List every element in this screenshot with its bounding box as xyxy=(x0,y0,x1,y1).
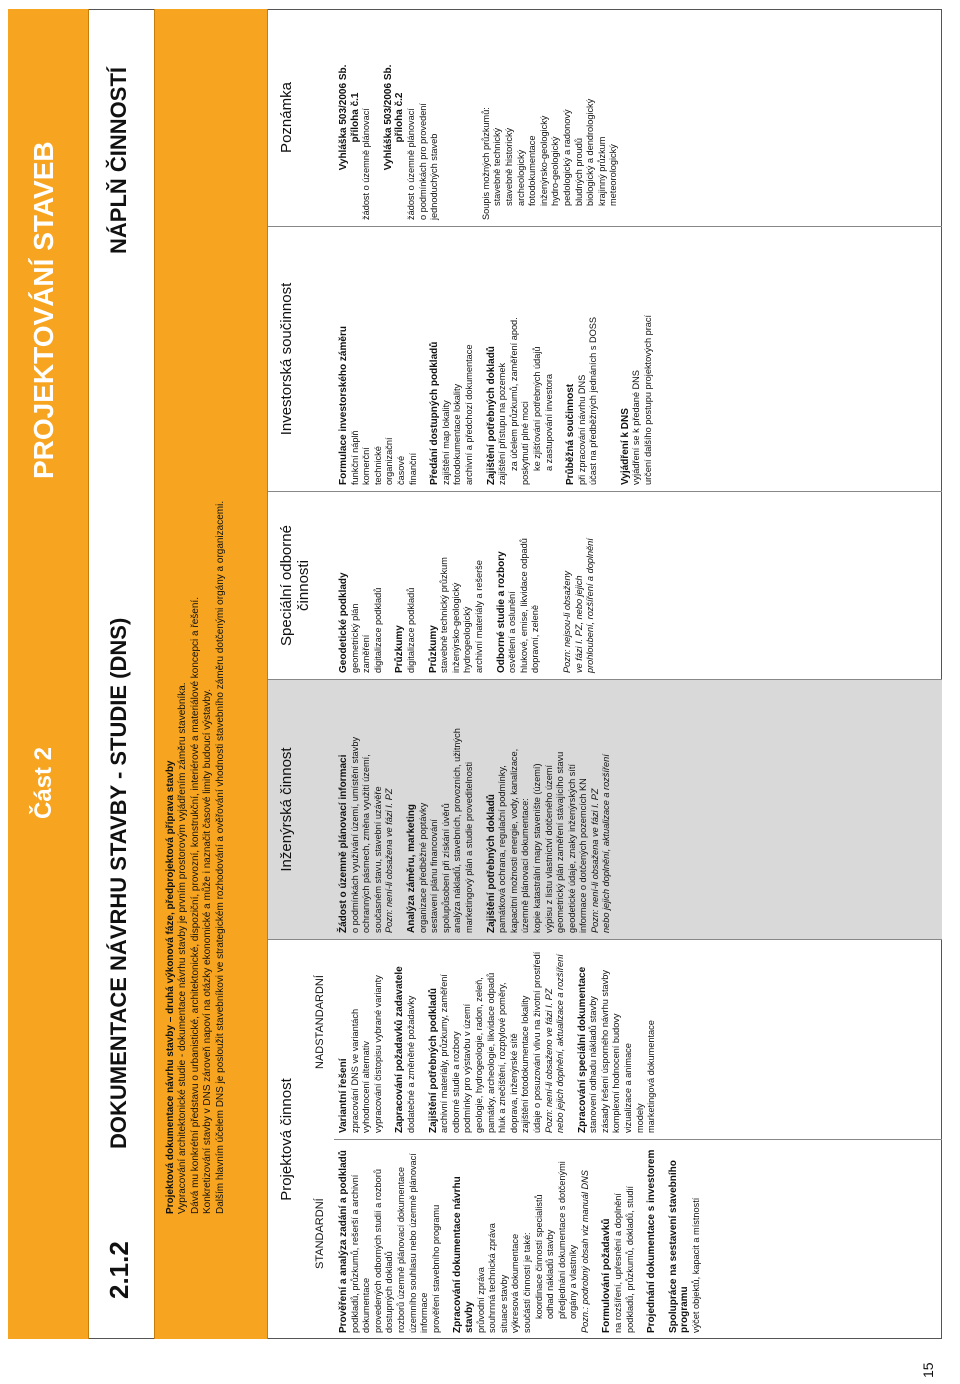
item-heading: Spolupráce na sestavení stavebního programu xyxy=(667,1160,691,1333)
item-line: meteorologický xyxy=(608,144,619,206)
column-nadstandard xyxy=(334,939,942,1139)
item-line: územně plánovací dokumentace: xyxy=(520,798,531,933)
item-line: stanovení odhadu nákladů stavby xyxy=(588,996,599,1133)
item-line: určení dalšího postupu projektových prací xyxy=(643,314,654,485)
item-line: kopie katastrální mapy stavenište (území) xyxy=(531,763,542,933)
item-line: časové xyxy=(395,455,406,485)
item-heading: Předání dostupných podkladů xyxy=(429,341,441,485)
item-line: sestavení plánu financování xyxy=(429,819,440,933)
item-line: odborné studie a rozbory xyxy=(450,1031,461,1133)
item-heading: Vyhláška 503/2006 Sb. xyxy=(338,64,349,171)
item-heading: příloha č.1 xyxy=(349,92,361,143)
item-note: Pozn: není-li obsaženo ve fázi I. PZ xyxy=(543,988,554,1133)
item-note: Pozn: nejsou-li obsaženy xyxy=(561,570,572,673)
header-specialni-label: Speciální odborné činnosti xyxy=(278,525,312,646)
spacer xyxy=(442,1146,452,1333)
item-note: nebo jejich doplnění, aktualizace a rozšíření xyxy=(555,954,566,1133)
header-standardni: STANDARDNÍ xyxy=(314,1198,326,1269)
item-line: organizační xyxy=(384,437,395,485)
item-line: účast na předběžných jednáních s DOSS xyxy=(588,316,599,485)
item-line: komplexní hodnocení budovy xyxy=(611,1013,622,1133)
item-line: stavebně historický xyxy=(503,127,514,206)
spacer xyxy=(486,498,496,673)
item-line: hluk a znečištění, rozptylové poměry, xyxy=(497,982,508,1133)
item-line: situace stavby xyxy=(498,1274,509,1333)
item-line: marketingový plán a studie proveditelnosti xyxy=(463,761,474,933)
banner-title: PROJEKTOVÁNÍ STAVEB xyxy=(28,141,59,479)
item-line: výkresová dokumentace xyxy=(510,1233,521,1333)
spacer xyxy=(419,233,429,485)
item-heading: Průzkumy xyxy=(394,625,406,673)
item-line: dostupných dokladů xyxy=(384,1251,395,1333)
header-inzenyrska-label: Inženýrská činnost xyxy=(278,747,295,872)
item-line: stavebně technický průzkum xyxy=(439,557,450,673)
item-line: fotodokumentace xyxy=(527,135,538,206)
item-line: vyhodnocení alternativ xyxy=(361,1041,372,1133)
item-line: o podmínkách pro provedení xyxy=(417,103,428,220)
item-line: žádost o územně plánovací xyxy=(361,108,372,220)
column-specialni xyxy=(334,491,942,679)
item-line: spolupůsobení při získání úvěrů xyxy=(440,803,451,933)
item-line: bludných proudů xyxy=(573,138,584,206)
spacer xyxy=(476,686,486,933)
header-investorska-label: Investorská součinnost xyxy=(278,282,295,436)
item-line: fotodokumentace lokality xyxy=(452,383,463,485)
item-line: pedologický a radonový xyxy=(561,109,572,206)
spacer xyxy=(451,15,461,220)
spacer xyxy=(441,15,451,220)
item-heading: Zapracování požadavků zadavatele xyxy=(394,966,406,1133)
intro-line: Konkretizování stavby v DNS zároveň napoví na otázky ekonomické a může i naznačit časové limity budoucí výstavby. xyxy=(202,688,214,1214)
item-line: výpisu z listu vlastnictví dotčeného území xyxy=(543,764,554,933)
page-number: 15 xyxy=(920,1362,936,1378)
item-note: Pozn: není-li obsažena ve fázi I. PZ xyxy=(384,788,395,933)
item-line: funkční náplň xyxy=(349,430,360,485)
section-subtitle: NÁPLŇ ČINNOSTÍ xyxy=(106,67,131,254)
item-line: zajištění map lokality xyxy=(440,400,451,485)
item-line: na rozšíření, upřesnění a doplnění xyxy=(613,1193,624,1333)
item-line: geodetické údaje, znaky inženýrských sítí xyxy=(566,763,577,933)
item-line: inženýrsko-geologický xyxy=(538,115,549,206)
item-line: zajištění přístupu na pozemek xyxy=(497,362,508,485)
item-line: zajištění fotodokumentace lokality xyxy=(520,995,531,1133)
header-poznamka-label: Poznámka xyxy=(278,82,295,153)
intro-line: Dává mu konkrétní představu o urbanistické, architektonické, dispoziční, provozní, konstrukční, interiérové a materiálové koncepci a řešení. xyxy=(189,597,201,1214)
section-number: 2.1.2 xyxy=(104,1241,134,1299)
item-line: územního souhlasu nebo územně plánovací informace xyxy=(407,1153,430,1333)
item-line: údaje o posuzování vlivu na životní prostředí xyxy=(531,951,542,1133)
item-line: komerční xyxy=(361,447,372,485)
item-note: prohloubení, rozšíření a doplnění xyxy=(585,538,596,673)
item-heading: Odborné studie a rozbory xyxy=(495,551,507,673)
spacer xyxy=(567,946,577,1133)
section-title: DOKUMENTACE NÁVRHU STAVBY - STUDIE (DNS) xyxy=(106,617,131,1149)
section-header xyxy=(88,9,154,1339)
item-line: poskytnutí plné moci xyxy=(520,401,531,485)
item-line: kapacitní možnosti energie, vody, kanalizace, xyxy=(508,748,519,933)
item-heading: Geodetické podklady xyxy=(338,572,349,673)
spacer xyxy=(600,233,610,485)
item-line: zpracování DNS ve variantách xyxy=(349,1008,360,1133)
item-line: technické xyxy=(372,446,383,485)
item-line: vizualizace a animace xyxy=(623,1043,634,1133)
item-heading: Prověření a analýza zadání a podkladů xyxy=(338,1150,349,1333)
item-line: organizace předběžné poptávky xyxy=(417,802,428,933)
spacer xyxy=(461,15,471,220)
item-line: marketingová dokumentace xyxy=(646,1020,657,1133)
item-line: osvětlení a oslunění xyxy=(507,591,518,673)
item-heading: Projednání dokumentace s investorem xyxy=(646,1149,658,1333)
spacer xyxy=(418,946,428,1133)
item-heading: Průběžná součinnost xyxy=(565,383,577,485)
item-line: geometrický plán xyxy=(349,603,360,673)
item-line: součástí činností je také: xyxy=(521,1232,532,1333)
item-line: o podmínkách využívání území, umístění stavby xyxy=(349,736,360,933)
item-line: památková ochrana, regulační podmínky, xyxy=(497,765,508,933)
item-line: podmínky pro výstavbu v území xyxy=(462,1003,473,1133)
item-line: stavebně technický xyxy=(492,127,503,206)
item-line: geologie, hydrogeologie, radon, zeleň, xyxy=(473,977,484,1133)
item-line: digitalizace podkladů xyxy=(372,587,383,673)
spacer xyxy=(610,233,620,485)
item-line: archivní materiály, průzkumy, zaměření xyxy=(439,974,450,1133)
item-line: hydrogeologický xyxy=(462,606,473,673)
item-line: výčet objektů, kapacit a místností xyxy=(691,1197,702,1333)
item-heading: Žádost o územně plánovací informaci xyxy=(338,754,349,933)
item-line: prověření stavebního programu xyxy=(430,1204,441,1333)
item-line: analýza nákladů, stavebních, provozních, užitných xyxy=(452,728,463,933)
item-heading: Formulace investorského záměru xyxy=(338,326,349,485)
column-investorska xyxy=(334,226,942,491)
spacer xyxy=(552,498,562,673)
item-line: provedených odborných studií a rozborů xyxy=(372,1169,383,1333)
spacer xyxy=(636,1146,646,1333)
intro-line: Projektová dokumentace návrhu stavby – druhá výkonová fáze, předprojektová příprava stavby xyxy=(165,760,176,1214)
item-heading: Zpracování dokumentace návrhu stavby xyxy=(452,1176,475,1333)
spacer xyxy=(418,498,428,673)
part-label: Část 2 xyxy=(30,746,57,819)
item-line: archivní materiály a rešerše xyxy=(473,560,484,673)
item-heading: Zajištění potřebných dokladů xyxy=(485,346,497,485)
item-line: archivní a předchozí dokumentace xyxy=(463,344,474,485)
item-note: Pozn: není-li obsažena ve fázi I. PZ xyxy=(589,788,600,933)
item-line: ke zjišťování potřebných údajů xyxy=(531,346,542,471)
item-line: zásady řešení úsporného návrhu stavby xyxy=(599,970,610,1133)
header-poznamka xyxy=(268,9,334,226)
item-line: vypracování čistopisu vybrané varianty xyxy=(372,975,383,1133)
item-line: odhad nákladů stavby xyxy=(545,1229,556,1319)
orange-banner xyxy=(8,9,89,1339)
header-inzenyrska xyxy=(268,679,334,939)
item-line: dodatečné a změněné požadavky xyxy=(405,995,416,1133)
column-standard xyxy=(334,1139,942,1339)
item-line: Soupis možných průzkumů: xyxy=(480,107,491,220)
item-heading: Vyjádření k DNS xyxy=(619,408,631,485)
item-heading: Zajištění potřebných podkladů xyxy=(427,987,439,1133)
item-line: souhrnná technická zpráva xyxy=(487,1223,498,1333)
item-line: hlukové, emise, likvidace odpadů xyxy=(518,538,529,673)
intro-line: Vypracování architektonické studie - dokumentace návrhu stavby je prvním prostorovým vyjádřením záměru stavebníka. xyxy=(177,682,189,1214)
item-heading: Analýza záměru, marketing xyxy=(405,804,417,933)
item-line: průvodní zpráva xyxy=(475,1267,486,1333)
item-line: žádost o územně plánovací xyxy=(405,108,416,220)
header-investorska xyxy=(268,226,334,491)
item-heading: Zajištění potřebných dokladů xyxy=(485,794,497,933)
item-line: ochranných pásmech, změna využití území, xyxy=(361,754,372,933)
header-nadstandardni: NADSTANDARDNÍ xyxy=(314,975,326,1069)
item-heading: Formulování požadavků xyxy=(601,1218,613,1333)
item-line: koordinace činností specialistů xyxy=(533,1194,544,1319)
spacer xyxy=(471,15,481,220)
item-line: finanční xyxy=(407,452,418,485)
item-line: digitalizace podkladů xyxy=(405,587,416,673)
item-heading: Vyhláška 503/2006 Sb. xyxy=(382,64,394,171)
item-line: jednoduchých staveb xyxy=(429,133,440,220)
item-line: a zastupování investora xyxy=(543,373,554,471)
spacer xyxy=(396,686,406,933)
item-line: biologický a dendrologický xyxy=(585,98,596,206)
item-line: geometrický plán zaměření stávajícího stavu xyxy=(555,751,566,933)
item-line: hydro-geologický xyxy=(550,136,561,206)
item-line: za účelem průzkumů, zaměření apod. xyxy=(508,317,519,471)
item-note: nebo jejich doplnění, aktualizace a rozšíření xyxy=(601,754,612,933)
item-line: doprava, inženýrské sítě xyxy=(508,1033,519,1133)
item-line: při zpracování návrhu DNS xyxy=(576,374,587,485)
item-note: ve fázi I. PZ, nebo jejich xyxy=(573,575,584,673)
spacer xyxy=(658,1146,668,1333)
item-line: památky, archeologie, likvidace odpadů xyxy=(485,972,496,1133)
intro-line: Dalším hlavním účelem DNS je posloužit stavebníkovi ve strategickém rozhodování a ověřování vhodnosti stavebního záměru dotčenými orgány a organizacemi. xyxy=(214,500,226,1214)
spacer xyxy=(476,233,486,485)
column-inzenyrska xyxy=(334,679,942,939)
spacer xyxy=(542,498,552,673)
item-line: vyjádření se k předané DNS xyxy=(631,370,642,485)
spacer xyxy=(384,498,394,673)
item-line: modely xyxy=(634,1103,645,1133)
item-line: archeologický xyxy=(515,149,526,206)
header-projektova xyxy=(268,939,334,1339)
item-line: podkladů, průzkumů, dokladů, studií xyxy=(624,1185,635,1333)
item-line: předjednání dokumentace s dotčenými orgány a vlastníky xyxy=(556,1161,579,1319)
header-projektova-label: Projektová činnost xyxy=(278,1078,295,1201)
item-line: dopravní, zeleně xyxy=(530,605,541,673)
item-heading: příloha č.2 xyxy=(394,92,406,143)
spacer xyxy=(373,15,383,220)
column-poznamka xyxy=(334,9,942,226)
header-specialni xyxy=(268,491,334,679)
item-heading: Průzkumy xyxy=(427,625,439,673)
item-line: inženýrsko-geologický xyxy=(450,582,461,673)
intro-block xyxy=(154,9,268,1339)
spacer xyxy=(591,1146,601,1333)
item-line: rozborů územně plánovací dokumentace xyxy=(395,1167,406,1333)
item-line: zaměření xyxy=(361,634,372,673)
item-heading: Variantní řešení xyxy=(338,1058,349,1133)
spacer xyxy=(384,946,394,1133)
item-note: Pozn.: podrobný obsah viz manuál DNS xyxy=(579,1170,590,1333)
item-line: podkladů, průzkumů, rešerší a archivní dokumentace xyxy=(349,1174,372,1333)
item-line: krajinný průzkum xyxy=(596,136,607,206)
item-line: současném stavu, stavební uzávěře xyxy=(372,786,383,933)
item-line: informace o dotčených pozemcích KN xyxy=(578,778,589,933)
spacer xyxy=(555,233,565,485)
item-heading: Zpracování speciální dokumentace xyxy=(576,966,588,1133)
